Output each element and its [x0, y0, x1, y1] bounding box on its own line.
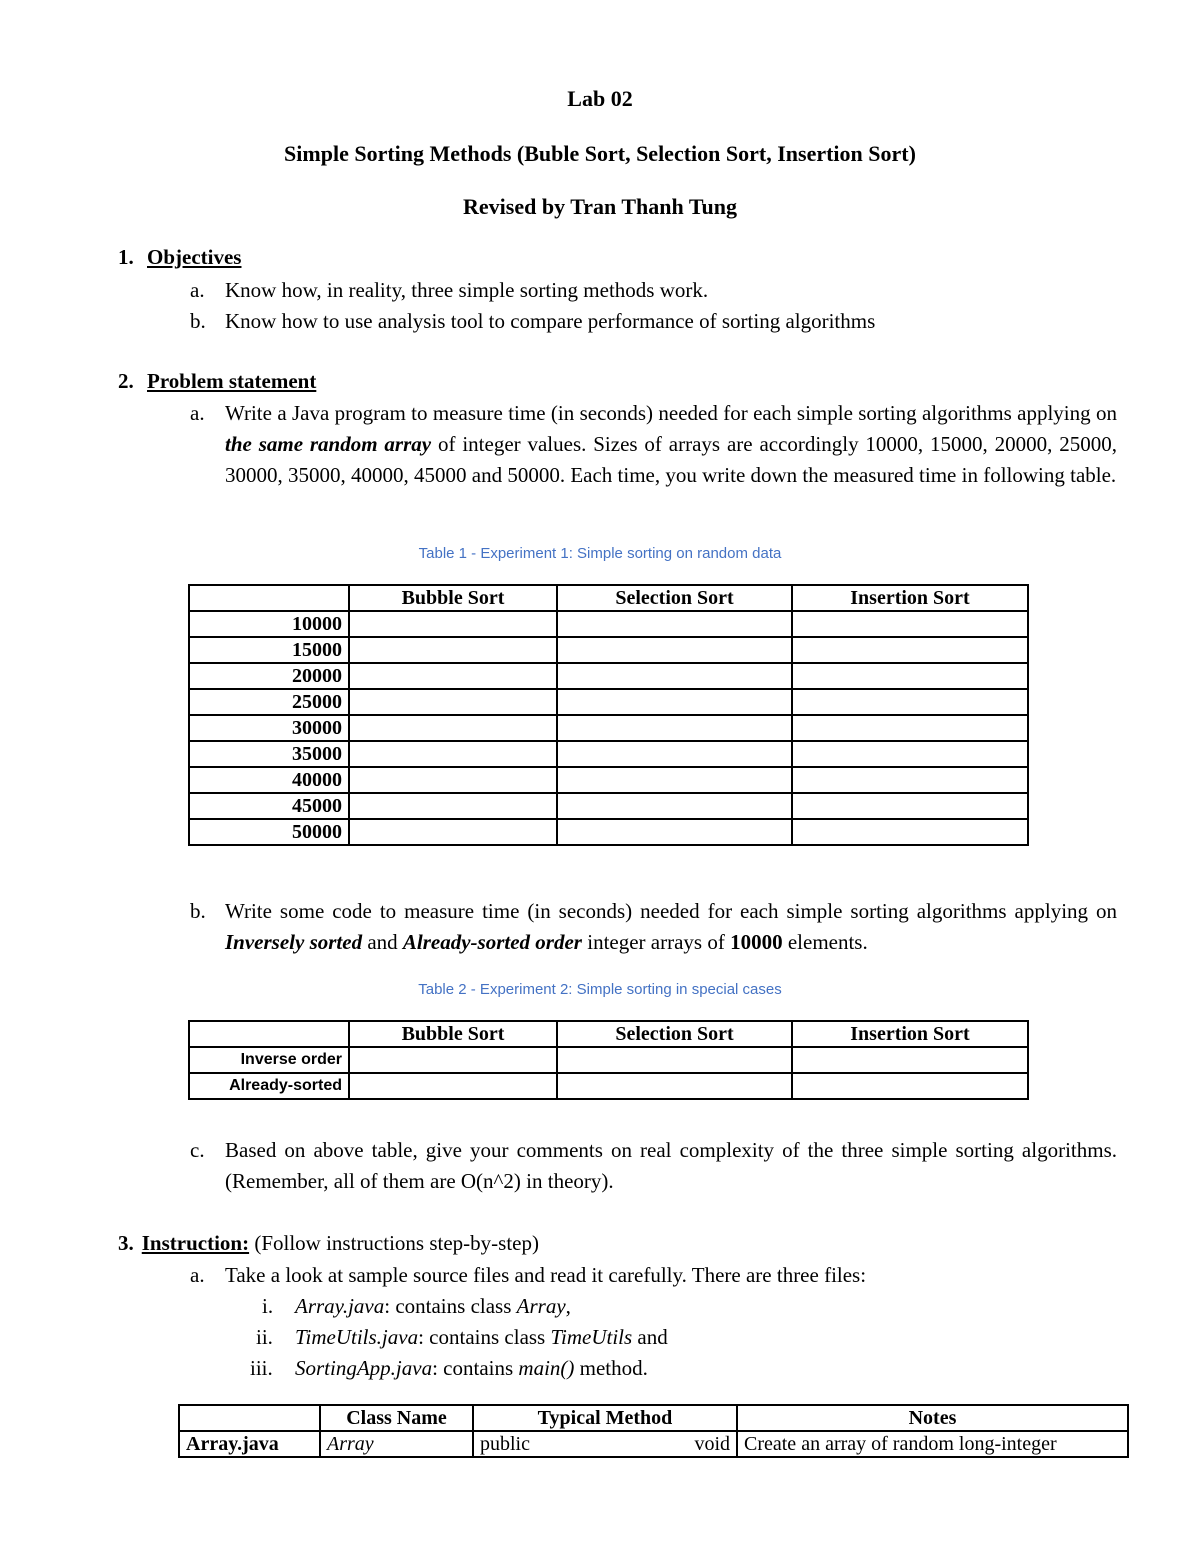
list-marker: b. [190, 899, 206, 923]
table-header-row [179, 1405, 1128, 1431]
emphasis-text: Inversely sorted [225, 930, 363, 954]
row-label: 35000 [189, 741, 349, 767]
table-row [189, 611, 1028, 637]
header-cell: Insertion Sort [792, 1021, 1028, 1047]
empty-cell [349, 767, 557, 793]
table-row [189, 663, 1028, 689]
list-marker: a. [190, 278, 205, 302]
section-2-heading [118, 369, 316, 394]
list-marker: i. [262, 1294, 274, 1318]
file-name: Array.java [295, 1294, 385, 1318]
file-item [295, 1325, 668, 1350]
file-desc: method. [574, 1356, 648, 1380]
method-return-type: void [694, 1432, 730, 1455]
bold-text: 10000 [730, 930, 783, 954]
empty-cell [349, 663, 557, 689]
header-cell: Bubble Sort [349, 1021, 557, 1047]
empty-cell [349, 741, 557, 767]
file-name: SortingApp.java [295, 1356, 433, 1380]
table-2 [188, 1020, 1029, 1100]
problem-item-b [225, 896, 1117, 958]
table-row [189, 715, 1028, 741]
header-cell: Typical Method [473, 1405, 737, 1431]
empty-cell [792, 793, 1028, 819]
table-1 [188, 584, 1029, 846]
list-marker: ii. [256, 1325, 273, 1349]
section-1-title: Objectives [147, 245, 242, 269]
class-name-cell: Array [320, 1431, 473, 1457]
row-label: 25000 [189, 689, 349, 715]
file-desc: and [632, 1325, 668, 1349]
method-cell [473, 1431, 737, 1457]
header-cell: Insertion Sort [792, 585, 1028, 611]
row-label: 40000 [189, 767, 349, 793]
problem-item-c: Based on above table, give your comments on real complexity of the three simple sorting algorithms. (Remember, all of them are O(n^2) in theory). [225, 1138, 1117, 1193]
header-cell: Selection Sort [557, 585, 792, 611]
table-row [179, 1431, 1128, 1457]
section-1-number: 1. [118, 245, 134, 269]
empty-cell [557, 741, 792, 767]
empty-cell [349, 1073, 557, 1099]
section-3-note: (Follow instructions step-by-step) [249, 1231, 539, 1255]
section-2-title: Problem statement [147, 369, 317, 393]
paragraph-text: and [362, 930, 403, 954]
file-item [295, 1356, 648, 1381]
empty-cell [349, 611, 557, 637]
empty-cell [349, 689, 557, 715]
empty-cell [557, 1047, 792, 1073]
class-name: TimeUtils [550, 1325, 633, 1349]
lab-title: Lab 02 [567, 86, 633, 111]
empty-cell [557, 689, 792, 715]
file-desc: : contains [432, 1356, 519, 1380]
header-cell: Class Name [320, 1405, 473, 1431]
class-name: Array [516, 1294, 566, 1318]
empty-cell [557, 767, 792, 793]
emphasis-text: Already-sorted order [402, 930, 582, 954]
empty-cell [557, 637, 792, 663]
empty-cell [792, 741, 1028, 767]
empty-cell [792, 663, 1028, 689]
row-label: 50000 [189, 819, 349, 845]
table-2-caption: Table 2 - Experiment 2: Simple sorting in special cases [418, 981, 782, 998]
document-subtitle: Simple Sorting Methods (Buble Sort, Selection Sort, Insertion Sort) [284, 141, 916, 166]
empty-cell [557, 1073, 792, 1099]
file-desc: : contains class [418, 1325, 551, 1349]
section-2-number: 2. [118, 369, 134, 393]
empty-cell [557, 611, 792, 637]
empty-cell [349, 715, 557, 741]
class-name: main() [518, 1356, 575, 1380]
empty-cell [792, 767, 1028, 793]
section-3-title: Instruction: [141, 1231, 250, 1255]
empty-cell [349, 819, 557, 845]
empty-cell [792, 689, 1028, 715]
empty-cell [792, 715, 1028, 741]
paragraph-text: Write some code to measure time (in seconds) needed for each simple sorting algorithms applying on [225, 899, 1117, 923]
row-label: 30000 [189, 715, 349, 741]
header-cell [189, 1021, 349, 1047]
method-modifier: public [480, 1432, 530, 1455]
row-label: 15000 [189, 637, 349, 663]
notes-cell: Create an array of random long-integer [737, 1431, 1128, 1457]
row-label: Already-sorted [189, 1073, 349, 1099]
paragraph-text: elements. [782, 930, 868, 954]
table-row [189, 741, 1028, 767]
list-marker: b. [190, 309, 206, 333]
empty-cell [349, 1047, 557, 1073]
section-3-heading [118, 1231, 539, 1256]
empty-cell [557, 819, 792, 845]
list-marker: a. [190, 401, 205, 425]
empty-cell [792, 1047, 1028, 1073]
header-cell [179, 1405, 320, 1431]
objective-item: Know how to use analysis tool to compare performance of sorting algorithms [225, 309, 876, 333]
section-1-heading [118, 245, 241, 270]
list-marker: a. [190, 1263, 205, 1287]
row-label: Inverse order [189, 1047, 349, 1073]
file-desc: , [565, 1294, 571, 1318]
header-cell [189, 585, 349, 611]
list-marker: c. [190, 1138, 205, 1162]
instruction-item-a: Take a look at sample source files and read it carefully. There are three files: [225, 1263, 867, 1287]
header-cell: Notes [737, 1405, 1128, 1431]
table-row [189, 1073, 1028, 1099]
section-3-number: 3. [118, 1231, 134, 1255]
file-item [295, 1294, 571, 1319]
table-3 [178, 1404, 1129, 1458]
empty-cell [792, 637, 1028, 663]
row-label: 10000 [189, 611, 349, 637]
empty-cell [349, 637, 557, 663]
objective-item: Know how, in reality, three simple sorting methods work. [225, 278, 709, 302]
paragraph-text: of integer values. Sizes of arrays are accordingly 10000, 15000, 20000, 25000, 30000, 35000, 40000, 45000 and 50000. Each time, you write down the measured time in following table. [225, 432, 1118, 487]
header-cell: Selection Sort [557, 1021, 792, 1047]
empty-cell [557, 663, 792, 689]
emphasis-text: the same random array [225, 432, 432, 456]
header-cell: Bubble Sort [349, 585, 557, 611]
file-cell: Array.java [179, 1431, 320, 1457]
table-row [189, 819, 1028, 845]
empty-cell [792, 611, 1028, 637]
empty-cell [557, 715, 792, 741]
table-header-row [189, 585, 1028, 611]
list-marker: iii. [250, 1356, 273, 1380]
problem-item-a [225, 398, 1117, 491]
table-row [189, 1047, 1028, 1073]
empty-cell [792, 819, 1028, 845]
row-label: 20000 [189, 663, 349, 689]
paragraph-text: Write a Java program to measure time (in seconds) needed for each simple sorting algorithms applying on [225, 401, 1117, 425]
paragraph-text: integer arrays of [581, 930, 731, 954]
author-line: Revised by Tran Thanh Tung [463, 194, 737, 219]
empty-cell [792, 1073, 1028, 1099]
table-row [189, 793, 1028, 819]
table-row [189, 689, 1028, 715]
table-row [189, 637, 1028, 663]
empty-cell [349, 793, 557, 819]
file-name: TimeUtils.java [295, 1325, 419, 1349]
table-1-caption: Table 1 - Experiment 1: Simple sorting on random data [418, 545, 782, 562]
file-desc: : contains class [384, 1294, 517, 1318]
row-label: 45000 [189, 793, 349, 819]
table-row [189, 767, 1028, 793]
table-header-row [189, 1021, 1028, 1047]
empty-cell [557, 793, 792, 819]
